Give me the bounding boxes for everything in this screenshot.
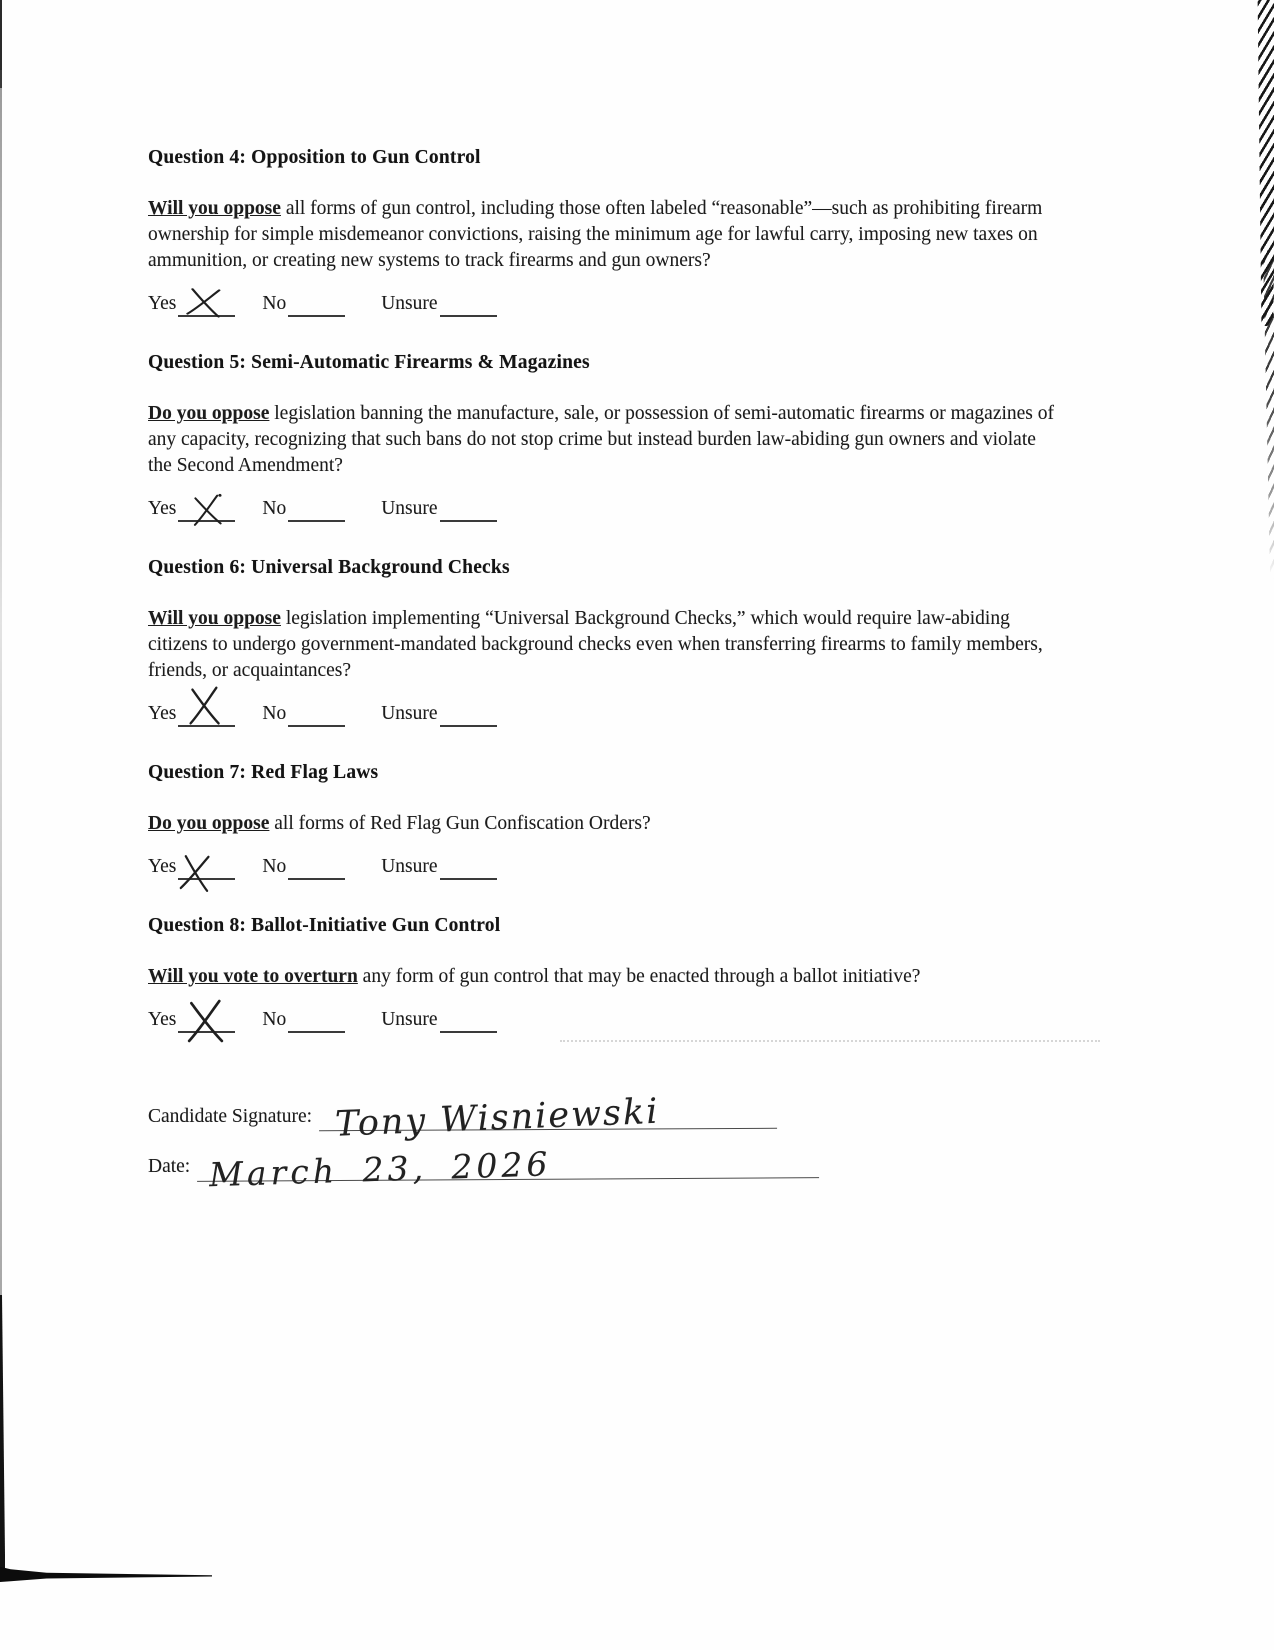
question-4-block — [148, 146, 1063, 317]
option-no — [262, 852, 345, 880]
question-body-text: legislation banning the manufacture, sale, or possession of semi-automatic firearms or magazines of any capacity, recognizing that such bans do not stop crime but instead burden law-abiding gun owners and violate the Second Amendment? — [148, 403, 1055, 476]
option-no-blank-line — [288, 1005, 345, 1033]
option-unsure-blank-line — [440, 699, 497, 727]
handwritten-x-mark — [185, 997, 229, 1045]
question-text — [148, 606, 1063, 684]
option-no — [262, 1005, 345, 1033]
option-yes-blank-line — [178, 699, 235, 727]
option-unsure — [381, 699, 496, 727]
option-unsure — [381, 494, 496, 522]
option-no-label: No — [262, 1009, 287, 1030]
question-text — [148, 964, 1063, 990]
question-text — [148, 401, 1063, 479]
question-lead-phrase: Will you oppose — [148, 198, 281, 219]
handwritten-x-mark — [187, 684, 224, 727]
handwritten-x-mark — [178, 852, 215, 894]
option-unsure — [381, 1005, 496, 1033]
option-yes-blank-line — [178, 289, 235, 317]
question-text — [148, 811, 1063, 837]
option-unsure — [381, 289, 496, 317]
option-no-blank-line — [288, 852, 345, 880]
question-8-block — [148, 914, 1063, 1033]
scan-artifact-left-edge-bottom — [0, 1295, 5, 1578]
candidate-signature-label: Candidate Signature: — [148, 1106, 313, 1127]
option-unsure-blank-line — [440, 289, 497, 317]
question-body-text: legislation implementing “Universal Background Checks,” which would require law-abiding citizens to undergo government-mandated background checks even when transferring firearms to family members, friends, or acquaintances? — [148, 608, 1043, 681]
handwritten-x-mark — [184, 286, 226, 320]
option-no-blank-line — [288, 699, 345, 727]
question-heading: Question 6: Universal Background Checks — [148, 557, 510, 578]
option-yes — [148, 852, 235, 880]
option-yes-label: Yes — [148, 498, 177, 519]
date-label: Date: — [148, 1156, 191, 1177]
option-yes-label: Yes — [148, 703, 177, 724]
handwritten-x-mark — [190, 493, 226, 529]
option-no-label: No — [262, 293, 287, 314]
option-unsure-blank-line — [440, 1005, 497, 1033]
scan-artifact-left-edge-middle — [0, 70, 2, 1300]
question-text — [148, 196, 1063, 274]
question-5-block — [148, 351, 1063, 522]
option-yes — [148, 1005, 235, 1033]
question-body-text: any form of gun control that may be enacted through a ballot initiative? — [357, 966, 921, 987]
question-lead-phrase: Do you oppose — [148, 403, 270, 424]
option-yes-label: Yes — [148, 856, 177, 877]
option-unsure-label: Unsure — [381, 703, 438, 724]
answer-row — [148, 494, 1063, 522]
option-unsure-label: Unsure — [381, 498, 438, 519]
option-no-blank-line — [288, 289, 345, 317]
question-body-text: all forms of gun control, including those often labeled “reasonable”—such as prohibiting firearm ownership for simple misdemeanor convictions, raising the minimum age for lawful carry, imposing new taxes on ammunition, or creating new systems to track firearms and gun owners? — [148, 198, 1043, 271]
option-yes-label: Yes — [148, 293, 177, 314]
question-lead-phrase: Do you oppose — [148, 813, 270, 834]
option-unsure-label: Unsure — [381, 293, 438, 314]
answer-row — [148, 1005, 1063, 1033]
date-handwriting: March 23, 2026 — [208, 1144, 553, 1195]
question-6-block — [148, 556, 1063, 727]
question-7-block — [148, 761, 1063, 880]
option-no-label: No — [262, 703, 287, 724]
option-no-label: No — [262, 856, 287, 877]
option-yes-label: Yes — [148, 1009, 177, 1030]
answer-row — [148, 289, 1063, 317]
option-yes-blank-line — [178, 852, 235, 880]
question-lead-phrase: Will you oppose — [148, 608, 281, 629]
question-heading: Question 7: Red Flag Laws — [148, 762, 379, 783]
scan-artifact-bottom-corner-streak — [0, 1566, 212, 1582]
candidate-signature-row — [148, 1091, 1063, 1145]
question-heading: Question 4: Opposition to Gun Control — [148, 147, 481, 168]
option-yes-blank-line — [178, 494, 235, 522]
option-no-blank-line — [288, 494, 345, 522]
option-unsure-label: Unsure — [381, 856, 438, 877]
question-body-text: all forms of Red Flag Gun Confiscation Orders? — [269, 813, 651, 834]
option-yes — [148, 494, 235, 522]
date-row — [148, 1144, 1063, 1195]
answer-row — [148, 699, 1063, 727]
answer-row — [148, 852, 1063, 880]
option-unsure — [381, 852, 496, 880]
question-heading: Question 8: Ballot-Initiative Gun Control — [148, 915, 501, 936]
date-line — [197, 1144, 819, 1195]
option-no — [262, 494, 345, 522]
candidate-signature-line — [319, 1091, 777, 1145]
option-no — [262, 699, 345, 727]
option-no — [262, 289, 345, 317]
option-unsure-blank-line — [440, 494, 497, 522]
option-unsure-blank-line — [440, 852, 497, 880]
option-no-label: No — [262, 498, 287, 519]
option-unsure-label: Unsure — [381, 1009, 438, 1030]
option-yes — [148, 289, 235, 317]
option-yes-blank-line — [178, 1005, 235, 1033]
question-lead-phrase: Will you vote to overturn — [148, 966, 358, 987]
form-content — [148, 146, 1063, 1195]
candidate-signature-handwriting: Tony Wisniewski — [334, 1091, 661, 1145]
option-yes — [148, 699, 235, 727]
question-heading: Question 5: Semi-Automatic Firearms & Magazines — [148, 352, 590, 373]
